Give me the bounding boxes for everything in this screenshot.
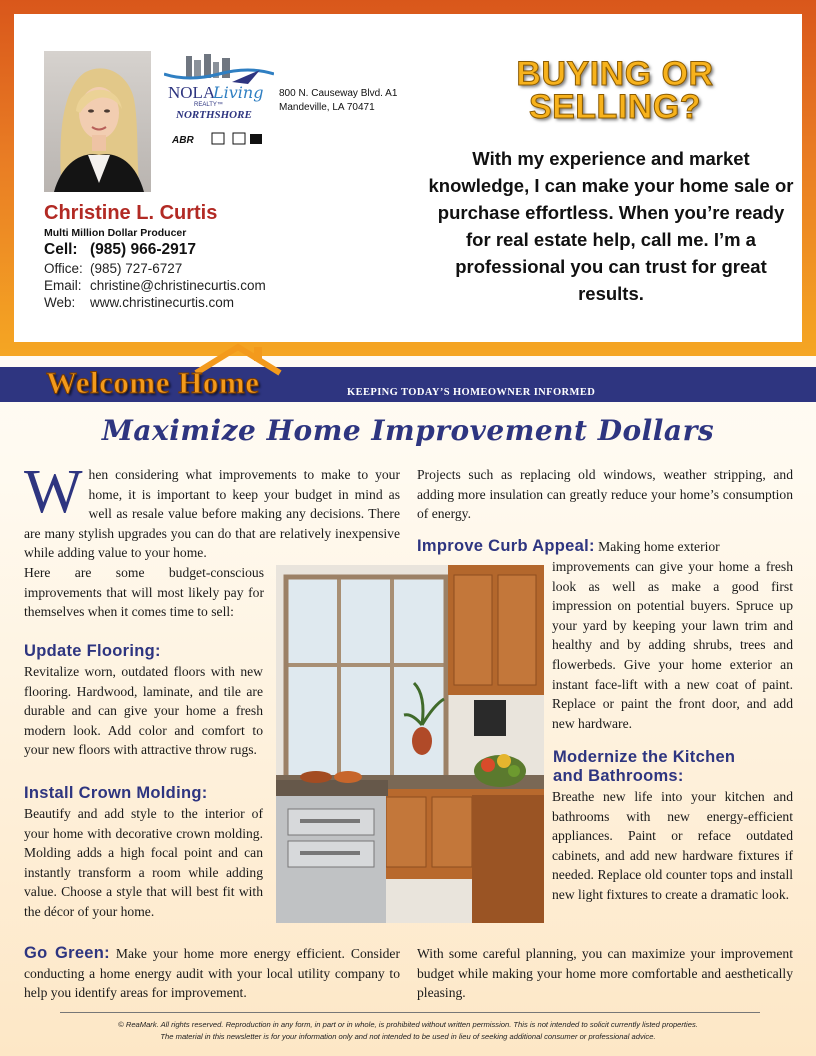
contact-office[interactable] <box>44 261 182 276</box>
intro-continued-text: Here are some budget-conscious improvements that will most likely pay for themselves when it comes time to sell: <box>24 565 264 620</box>
flooring-heading: Update Flooring: <box>24 642 161 660</box>
address-line-1: 800 N. Causeway Blvd. A1 <box>279 88 398 99</box>
contact-cell[interactable] <box>44 241 196 259</box>
brokerage-logo <box>164 52 274 152</box>
intro-text: hen considering what improvements to make to your home, it is important to keep your budget in mind as well as resale value before making any decisions. There are many stylish upgrades you can do that are relatively inexpensive while adding value to your home. <box>24 467 400 561</box>
office-label: Office: <box>44 261 83 276</box>
intro-continued <box>24 563 264 622</box>
flooring-section <box>24 662 263 760</box>
footer-line-1: © ReaMark. All rights reserved. Reproduction in any form, in part or in whole, is prohibited without written permission. This is not intended to solicit currently listed properties. <box>118 1020 698 1029</box>
svg-text:NORTHSHORE: NORTHSHORE <box>176 109 252 121</box>
agent-title: Multi Million Dollar Producer <box>44 227 187 239</box>
cell-label: Cell: <box>44 241 78 258</box>
svg-text:NOLA: NOLA <box>168 83 216 102</box>
molding-section <box>24 804 263 922</box>
conclusion-text: With some careful planning, you can maximize your improvement budget while making your home more comfortable and aesthetically pleasing. <box>417 946 793 1001</box>
email-label: Email: <box>44 278 82 293</box>
office-address <box>279 87 397 115</box>
office-number[interactable]: (985) 727-6727 <box>90 261 183 276</box>
email-link[interactable]: christine@christinecurtis.com <box>90 278 266 293</box>
kitchen-heading-line-2: and Bathrooms: <box>553 767 684 785</box>
web-label: Web: <box>44 295 76 310</box>
promo-heading-line-1: BUYING OR <box>516 55 714 93</box>
curb-section <box>552 557 793 733</box>
conclusion-section <box>417 944 793 1003</box>
green-continued-section <box>417 465 793 524</box>
intro-paragraph <box>24 458 400 563</box>
kitchen-heading-line-1: Modernize the Kitchen <box>553 748 736 766</box>
green-heading: Go Green: <box>24 944 110 962</box>
agent-name: Christine L. Curtis <box>44 202 218 224</box>
curb-heading: Improve Curb Appeal: <box>417 537 595 555</box>
kitchen-photo <box>276 565 544 923</box>
newsletter-title: Welcome Home <box>46 365 260 400</box>
curb-first-line: Making home exterior <box>598 539 720 554</box>
svg-text:Living: Living <box>213 83 264 102</box>
newsletter-tagline: KEEPING TODAY’S HOMEOWNER INFORMED <box>347 387 596 398</box>
footer-line-2: The material in this newsletter is for your information only and not intended to be used in lieu of seeking additional consumer or professional advice. <box>160 1032 656 1041</box>
curb-heading-row <box>417 537 793 557</box>
address-line-2: Mandeville, LA 70471 <box>279 102 375 113</box>
footer-disclaimer <box>0 1019 816 1043</box>
flooring-body: Revitalize worn, outdated floors with new flooring. Hardwood, laminate, and tile are durable and can give your home a fresh modern look. Add color and comfort to your new floors with attractive throw rugs. <box>24 664 263 758</box>
contact-email[interactable] <box>44 278 266 293</box>
curb-body: improvements can give your home a fresh look as well as make a good first impression on potential buyers. Spruce up your yard by keeping your lawn trim and healthy and by adding shrubs, trees and flowerbeds. Give your home exterior an instant face-lift with a new coat of paint. Replace or paint the front door, and add new hardware. <box>552 559 793 731</box>
drop-cap: W <box>24 458 83 526</box>
green-continued: Projects such as replacing old windows, weather stripping, and adding more insulation can greatly reduce your home’s consumption of energy. <box>417 467 793 522</box>
kitchen-section <box>552 787 793 905</box>
contact-web[interactable] <box>44 295 234 310</box>
kitchen-body: Breathe new life into your kitchen and bathrooms with new energy-efficient appliances. Paint or reface outdated cabinets, and add new hardware fixtures if needed. Replace old counter tops and install new light fixtures to create a dramatic look. <box>552 789 793 902</box>
kitchen-heading <box>553 748 735 786</box>
promo-heading-line-2: SELLING? <box>528 88 702 126</box>
green-section <box>24 944 400 1003</box>
footer-divider <box>60 1012 760 1013</box>
molding-body: Beautify and add style to the interior of your home with decorative crown molding. Molding adds a high focal point and can instantly transform a room while adding value. Choose a style that will best fit with the décor of your home. <box>24 806 263 919</box>
agent-photo <box>44 51 151 192</box>
green-body: Make your home more energy efficient. Consider conducting a home energy audit with your local utility company to help you identify areas for improvement. <box>24 946 400 1001</box>
article-title: Maximize Home Improvement Dollars <box>101 414 715 447</box>
cell-number[interactable]: (985) 966-2917 <box>90 241 196 258</box>
promo-text: With my experience and market knowledge, I can make your home sale or purchase effortless. When you’re ready for real estate help, call me. I’m a professional you can trust for great results. <box>428 148 794 304</box>
web-link[interactable]: www.christinecurtis.com <box>90 295 235 310</box>
promo-heading <box>430 55 800 126</box>
svg-text:ABR: ABR <box>172 135 194 146</box>
svg-text:REALTY™: REALTY™ <box>194 102 223 108</box>
molding-heading: Install Crown Molding: <box>24 784 208 802</box>
